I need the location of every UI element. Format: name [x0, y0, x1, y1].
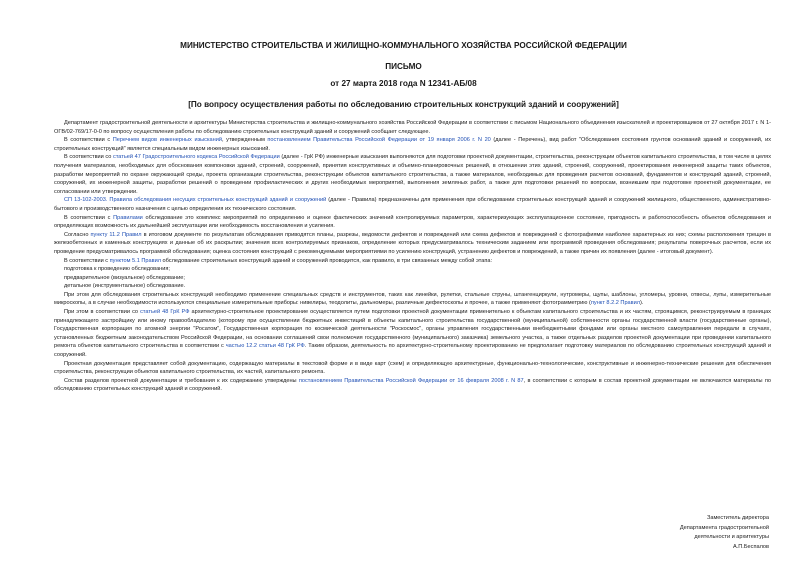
document-subject: [По вопросу осуществления работы по обследованию строительных конструкций зданий и сооружений]: [188, 100, 619, 109]
paragraph-4: [54, 196, 771, 213]
paragraph-11: [54, 377, 771, 394]
text: В соответствии с: [64, 257, 110, 264]
text: (далее - Перечень), вид работ "Обследования состояния грунтов оснований зданий и сооружений, их строительных конструкций" является специальным видом инженерных изысканий.: [54, 137, 771, 152]
link-article-47[interactable]: статьей 47 Градостроительного кодекса Российской Федерации: [113, 154, 280, 161]
paragraph-5: [54, 214, 771, 231]
paragraph-8: [54, 291, 771, 308]
text: В соответствии с: [64, 214, 114, 221]
text: ).: [640, 300, 644, 307]
stage-item: подготовка к проведению обследования;: [64, 266, 170, 273]
paragraph-6: [54, 231, 771, 257]
paragraph-2: [54, 136, 771, 153]
text: Состав разделов проектной документации и требования к их содержанию утверждены: [64, 377, 299, 384]
document-date-number: от 27 марта 2018 года N 12341-АБ/08: [330, 79, 477, 88]
link-sp-13-102-2003[interactable]: СП 13-102-2003. Правила обследования несущих строительных конструкций зданий и сооружений: [64, 197, 327, 204]
text: в итоговом документе по результатам обследования приводятся планы, разрезы, ведомости дефектов и повреждений или схема дефектов и повреждений с фотографиями наиболее характерных из них; схемы расположения трещин в железобетонных и каменных конструкциях и данные об их раскрытии; значения всех контролируемых признаков, определение которых предусматривалось техническим заданием или программой проведения обследования; результаты поверочных расчетов, если их проведение предусматривалось программой обследования; оценка состояния конструкций с рекомендуемыми мероприятиями по усилению конструкций, устранению дефектов и повреждений, а также причин их появления (далее - итоговый документ).: [54, 231, 772, 255]
signature-position: Заместитель директора: [706, 515, 769, 521]
link-survey-types-list[interactable]: Перечнем видов инженерных изысканий: [112, 137, 222, 144]
text: Согласно: [64, 231, 91, 238]
stage-item: предварительное (визуальное) обследование;: [64, 274, 185, 281]
text: В соответствии с: [64, 137, 113, 144]
link-clause-11-2[interactable]: пункту 11.2 Правил: [90, 231, 142, 238]
signature-department: деятельности и архитектуры: [694, 534, 769, 541]
link-part-12-2-article-48[interactable]: частью 12.2 статьи 48 ГрК РФ: [225, 343, 305, 350]
text: архитектурно-строительное проектирование осуществляется путем подготовки проектной документации применительно к объектам капитального строительства и их частям, строящимся, реконструируемым в границах принадлежащего застройщику или иному правообладателю (которому при осуществлении бюджетных инвестиций в объекты капитального строительства государственной (муниципальной) собственности органы государственной власти (государственные органы), Государственная корпорация по атомной энергии "Росатом", Государственная корпорация по космической деятельности "Роскосмос", органы управления государственными внебюджетными фондами или органы местного самоуправления передали в случаях, установленных бюджетным законодательством Российской Федерации, на основании соглашений свои полномочия государственного (муниципального) заказчика) земельного участка, а также отдельных разделов проектной документации при проведении капитального ремонта объектов капитального строительства в соответствии с: [54, 309, 771, 350]
link-clause-8-2-2[interactable]: пункт 8.2.2 Правил: [590, 300, 641, 307]
link-resolution-87[interactable]: постановлением Правительства Российской Федерации от 16 февраля 2008 г. N 87: [298, 377, 524, 384]
text: При этом для обследования строительных конструкций необходимо применение специальных средств и инструментов, таких как линейки, рулетки, стальные струны, штангенциркули, нутромеры, щупы, шаблоны, угломеры, уровни, отвесы, лупы, измерительные микроскопы, а в случае необходимости используются специальные измерительные приборы: нивелиры, теодолиты, дальномеры, различные дефектоскопы и прочее, а также применяют фотограмметрию (: [54, 291, 771, 307]
signature-block: [680, 514, 769, 552]
paragraph-10: Проектная документация представляет собой документацию, содержащую материалы в текстовой форме и в виде карт (схем) и определяющую архитектурные, функционально-технологические, конструктивные и инженерно-технические решения для обеспечения строительства, реконструкции объектов капитального строительства, их частей, капитального ремонта.: [54, 360, 771, 376]
stage-item: детальное (инструментальное) обследование.: [64, 283, 186, 290]
signature-department: Департамента градостроительной: [679, 524, 769, 531]
ministry-title: МИНИСТЕРСТВО СТРОИТЕЛЬСТВА И ЖИЛИЩНО-КОММУНАЛЬНОГО ХОЗЯЙСТВА РОССИЙСКОЙ ФЕДЕРАЦИИ: [180, 41, 627, 50]
text: (далее - Правила) предназначены для применения при обследовании строительных конструкций зданий и сооружений жилищного, общественного, административно-бытового и производственного назначения с целью определения их технического состояния.: [54, 197, 771, 212]
text: , в соответствии с которым в состав проектной документации не включаются материалы по обследованию строительных конструкций зданий и сооружений.: [54, 377, 771, 393]
paragraph-7: [54, 257, 771, 266]
document-body: [54, 119, 771, 394]
text: (далее - ГрК РФ) инженерные изыскания выполняются для подготовки проектной документации, строительства, реконструкции объектов капитального строительства, в том числе в целях получения материалов, необходимых для обоснования компоновки зданий, строений, сооружений, принятия конструктивных и объемно-планировочных решений, в отношении этих зданий, строений, сооружений, проектирования инженерной защиты таких объектов, разработки мероприятий по охране окружающей среды, проекта организации строительства, реконструкции объектов капитального строительства, а также материалов, необходимых для проведения расчетов оснований, фундаментов и конструкций зданий, строений, сооружений, их инженерной защиты, разработки решений о проведении профилактических и других необходимых мероприятий, выполнения земляных работ, а также для подготовки решений по вопросам, возникшим при подготовке проектной документации, ее согласовании или утверждении.: [54, 154, 771, 195]
text: обследование строительных конструкций зданий и сооружений проводится, как правило, в три связанных между собой этапа:: [161, 257, 493, 264]
paragraph-3: [54, 153, 771, 196]
paragraph-1: Департамент градостроительной деятельности и архитектуры Министерства строительства и жилищно-коммунального хозяйства Российской Федерации в соответствии с письмом Национального объединения изыскателей и проектировщиков от 27 октября 2017 г. N 1-ОГВ/02-769/17-0-0 по вопросу осуществления работы по обследованию строительных конструкций зданий и сооружений сообщает следующее.: [54, 120, 771, 135]
text: . Таким образом, деятельность по архитектурно-строительному проектированию не предполагает подготовку материалов по обследованию строительных конструкций зданий и сооружений.: [54, 343, 772, 359]
text: При этом в соответствии со: [64, 309, 141, 316]
text: обследование это комплекс мероприятий по определению и оценке фактических значений контролируемых параметров, характеризующих эксплуатационное состояние, пригодность и работоспособность объектов обследования и определяющих возможность их дальнейшей эксплуатации или необходимость восстановления и усиления.: [54, 214, 772, 230]
link-clause-5-1[interactable]: пунктом 5.1 Правил: [109, 257, 161, 264]
document-type: ПИСЬМО: [385, 62, 422, 71]
text: , утвержденным: [221, 137, 268, 144]
link-article-48[interactable]: статьей 48 ГрК РФ: [140, 309, 190, 316]
signature-name: А.П.Беспалов: [733, 543, 769, 550]
link-rules[interactable]: Правилами: [113, 214, 143, 221]
paragraph-9: [54, 308, 771, 360]
text: В соответствии со: [64, 154, 114, 161]
link-resolution-20[interactable]: постановлением Правительства Российской Федерации от 19 января 2006 г. N 20: [267, 137, 491, 144]
